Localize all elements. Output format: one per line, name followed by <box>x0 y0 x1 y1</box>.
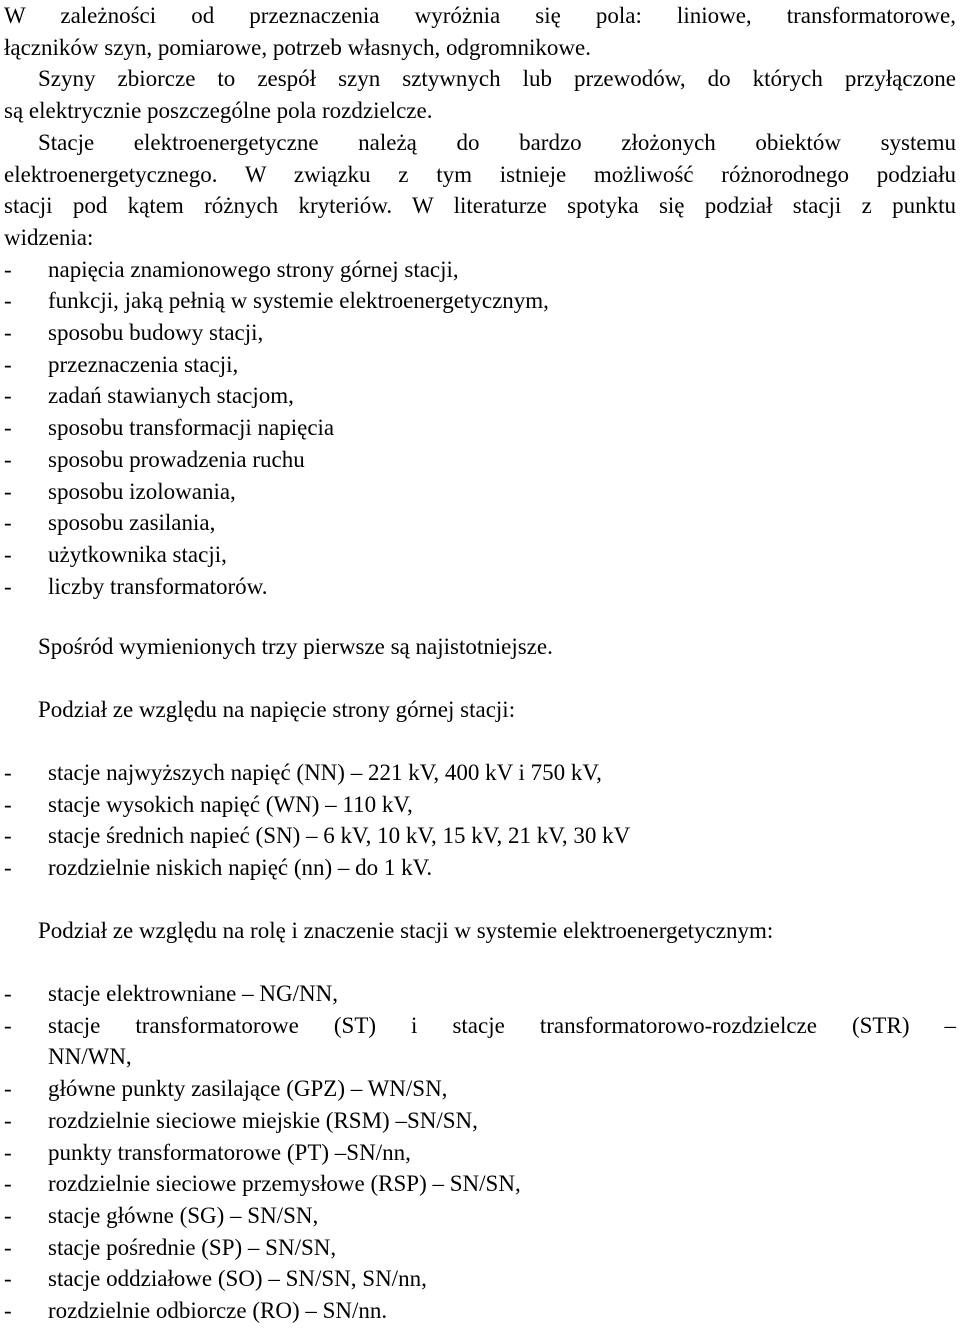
summary-text: Spośród wymienionych trzy pierwsze są najistotniejsze. <box>38 634 553 659</box>
list-item: sposobu transformacji napięcia <box>48 415 335 441</box>
list-item: rozdzielnie sieciowe miejskie (RSM) –SN/SN, <box>48 1107 478 1133</box>
list-item: przeznaczenia stacji, <box>48 351 239 377</box>
list-bullet: - <box>4 510 12 536</box>
voltage-section-heading: Podział ze względu na napięcie strony górnej stacji: <box>38 697 516 722</box>
role-section-heading: Podział ze względu na rolę i znaczenie stacji w systemie elektroenergetycznym: <box>38 918 774 943</box>
list-bullet: - <box>4 320 12 345</box>
list-item: sposobu budowy stacji, <box>48 320 264 345</box>
list-bullet: - <box>4 791 12 817</box>
list-item: rozdzielnie odbiorcze (RO) – SN/nn. <box>48 1298 388 1323</box>
list-item: punkty transformatorowe (PT) –SN/nn, <box>48 1139 411 1165</box>
list-item: główne punkty zasilające (GPZ) – WN/SN, <box>48 1076 448 1102</box>
list-bullet: - <box>4 415 12 441</box>
intro-line: W zależności od przeznaczenia wyróżnia się pola: liniowe, transformatorowe, <box>4 3 956 28</box>
list-bullet: - <box>4 981 12 1006</box>
list-item: zadań stawianych stacjom, <box>48 383 294 409</box>
list-item: sposobu izolowania, <box>48 478 236 504</box>
intro-line: stacji pod kątem różnych kryteriów. W literaturze spotyka się podział stacji z punktu <box>4 193 956 219</box>
list-item-continuation: NN/WN, <box>48 1044 132 1070</box>
list-bullet: - <box>4 256 12 282</box>
list-item: sposobu prowadzenia ruchu <box>48 446 305 472</box>
list-bullet: - <box>4 1202 12 1228</box>
list-bullet: - <box>4 446 12 472</box>
intro-line: są elektrycznie poszczególne pola rozdzielcze. <box>4 98 433 124</box>
list-bullet: - <box>4 1012 12 1038</box>
list-bullet: - <box>4 288 12 314</box>
list-item: stacje najwyższych napięć (NN) – 221 kV, 400 kV i 750 kV, <box>48 760 602 785</box>
list-bullet: - <box>4 823 12 849</box>
list-bullet: - <box>4 1234 12 1260</box>
list-item: funkcji, jaką pełnią w systemie elektroenergetycznym, <box>48 288 549 314</box>
list-bullet: - <box>4 1139 12 1165</box>
list-bullet: - <box>4 760 12 785</box>
list-item: sposobu zasilania, <box>48 510 216 536</box>
list-item: stacje oddziałowe (SO) – SN/SN, SN/nn, <box>48 1266 427 1292</box>
list-bullet: - <box>4 351 12 377</box>
list-bullet: - <box>4 1107 12 1133</box>
intro-line: Szyny zbiorcze to zespół szyn sztywnych lub przewodów, do których przyłączone <box>38 66 956 92</box>
intro-line: Stacje elektroenergetyczne należą do bardzo złożonych obiektów systemu <box>38 129 956 155</box>
list-item: stacje elektrowniane – NG/NN, <box>48 981 338 1006</box>
list-item: stacje wysokich napięć (WN) – 110 kV, <box>48 791 413 817</box>
list-item: rozdzielnie niskich napięć (nn) – do 1 kV. <box>48 855 433 881</box>
intro-line: łączników szyn, pomiarowe, potrzeb własnych, odgromnikowe. <box>4 34 591 60</box>
intro-line: widzenia: <box>4 224 94 250</box>
list-bullet: - <box>4 1171 12 1197</box>
intro-line: elektroenergetycznego. W związku z tym istnieje możliwość różnorodnego podziału <box>4 161 956 187</box>
list-item: napięcia znamionowego strony górnej stacji, <box>48 256 459 282</box>
list-item: liczby transformatorów. <box>48 573 268 599</box>
list-item: stacje transformatorowe (ST) i stacje transformatorowo-rozdzielcze (STR) – <box>48 1012 956 1038</box>
list-bullet: - <box>4 573 12 599</box>
list-bullet: - <box>4 1076 12 1102</box>
list-item: rozdzielnie sieciowe przemysłowe (RSP) – SN/SN, <box>48 1171 521 1197</box>
list-item: stacje pośrednie (SP) – SN/SN, <box>48 1234 337 1260</box>
list-item: stacje średnich napieć (SN) – 6 kV, 10 kV, 15 kV, 21 kV, 30 kV <box>48 823 631 849</box>
list-bullet: - <box>4 383 12 409</box>
list-bullet: - <box>4 855 12 881</box>
list-bullet: - <box>4 1266 12 1292</box>
list-item: stacje główne (SG) – SN/SN, <box>48 1202 319 1228</box>
list-bullet: - <box>4 1298 12 1323</box>
list-bullet: - <box>4 541 12 567</box>
list-bullet: - <box>4 478 12 504</box>
list-item: użytkownika stacji, <box>48 541 227 567</box>
